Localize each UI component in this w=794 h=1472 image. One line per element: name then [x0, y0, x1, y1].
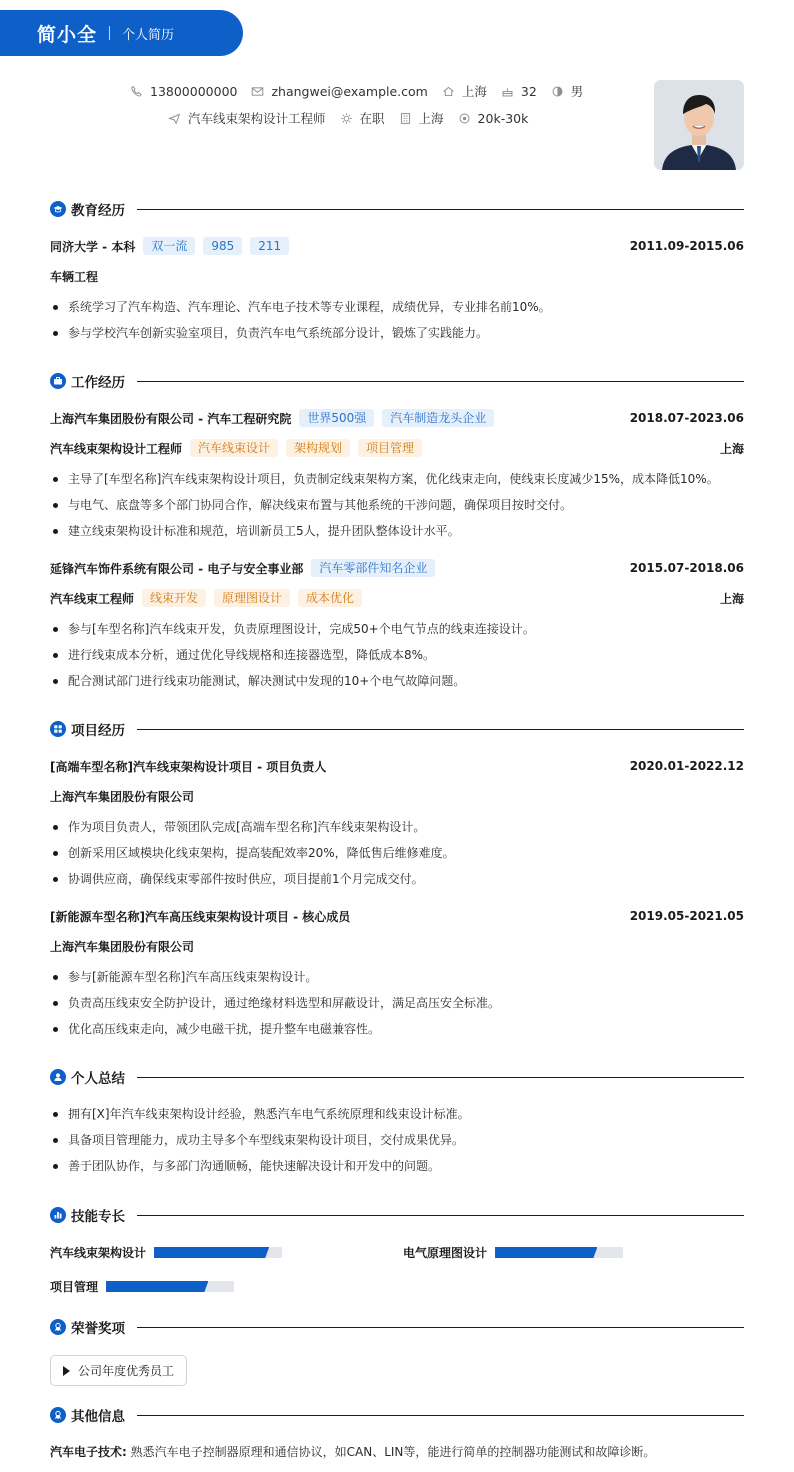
- role-tag: 架构规划: [286, 439, 350, 457]
- list-item: 配合测试部门进行线束功能测试，解决测试中发现的10+个电气故障问题。: [50, 672, 750, 698]
- skill-fill: [495, 1247, 597, 1258]
- list-item: 主导了[车型名称]汽车线束架构设计项目，负责制定线束架构方案，优化线束走向，使线束长度减少15%，成本降低10%。: [50, 470, 750, 496]
- project-date: 2019.05-2021.05: [629, 909, 744, 923]
- company-name: 延锋汽车饰件系统有限公司 - 电子与安全事业部: [50, 561, 304, 576]
- grid-icon: [50, 721, 66, 737]
- project-bullets: [50, 968, 750, 1046]
- position-item: [168, 109, 326, 127]
- role-tag: 线束开发: [142, 589, 206, 607]
- section-title-education: 教育经历: [71, 203, 125, 219]
- project-name: [高端车型名称]汽车线束架构设计项目 - 项目负责人: [50, 759, 327, 774]
- phone-item: [130, 84, 237, 99]
- section-divider: [137, 729, 744, 730]
- education-major: 车辆工程: [50, 270, 99, 284]
- position-text: 汽车线束架构设计工程师: [188, 111, 326, 126]
- section-title-skills: 技能专长: [71, 1209, 125, 1225]
- role-tag: 原理图设计: [214, 589, 290, 607]
- contact-row-2: [168, 109, 542, 127]
- send-icon: [168, 112, 181, 125]
- honor-label: 公司年度优秀员工: [78, 1364, 175, 1378]
- other-info: [50, 1443, 655, 1460]
- company-tag: 汽车零部件知名企业: [311, 559, 435, 577]
- list-item: 建立线束架构设计标准和规范，培训新员工5人，提升团队整体设计水平。: [50, 522, 750, 548]
- expected-city-item: [399, 109, 444, 127]
- list-item: 参与学校汽车创新实验室项目，负责汽车电气系统部分设计，锻炼了实践能力。: [50, 324, 750, 350]
- section-title-honors: 荣誉奖项: [71, 1321, 125, 1337]
- brand-name: 简小全: [37, 23, 98, 46]
- section-skills: [50, 1205, 744, 1225]
- skill-name: 电气原理图设计: [403, 1246, 488, 1260]
- section-title-projects: 项目经历: [71, 723, 125, 739]
- role-tag: 项目管理: [358, 439, 422, 457]
- brand-banner: [0, 10, 243, 56]
- school-tag: 985: [203, 237, 242, 255]
- education-date: 2011.09-2015.06: [629, 239, 744, 253]
- expected-city-text: 上海: [418, 111, 444, 126]
- age-text: 32: [520, 83, 537, 99]
- list-item: 作为项目负责人，带领团队完成[高端车型名称]汽车线束架构设计。: [50, 818, 750, 844]
- list-item: 进行线束成本分析，通过优化导线规格和连接器选型，降低成本8%。: [50, 646, 750, 672]
- section-divider: [137, 1077, 744, 1078]
- briefcase-icon: [50, 373, 66, 389]
- school-tag: 211: [250, 237, 289, 255]
- project-header: [50, 756, 744, 776]
- job-date: 2015.07-2018.06: [629, 561, 744, 575]
- list-item: 参与[车型名称]汽车线束开发，负责原理图设计，完成50+个电气节点的线束连接设计。: [50, 620, 750, 646]
- list-item: 优化高压线束走向，减少电磁干扰，提升整车电磁兼容性。: [50, 1020, 750, 1046]
- project-header: [50, 906, 744, 926]
- project-org: 上海汽车集团股份有限公司: [50, 940, 195, 954]
- section-other: [50, 1405, 744, 1425]
- school-name: 同济大学 - 本科: [50, 239, 136, 254]
- job-role-row: [50, 438, 744, 458]
- job-date: 2018.07-2023.06: [629, 411, 744, 425]
- age-item: [501, 84, 537, 99]
- section-education: [50, 199, 744, 219]
- skill-fill: [106, 1281, 208, 1292]
- graduation-cap-icon: [50, 201, 66, 217]
- list-item: 创新采用区域模块化线束架构，提高装配效率20%，降低售后维修难度。: [50, 844, 750, 870]
- list-item: 拥有[X]年汽车线束架构设计经验，熟悉汽车电气系统原理和线束设计标准。: [50, 1105, 750, 1131]
- user-icon: [50, 1069, 66, 1085]
- section-summary: [50, 1067, 744, 1087]
- skill-fill: [154, 1247, 269, 1258]
- skill-bar: [106, 1281, 234, 1292]
- job-bullets: [50, 620, 750, 698]
- job-role-row: [50, 588, 744, 608]
- project-bullets: [50, 818, 750, 896]
- phone-text: 13800000000: [150, 83, 238, 99]
- section-work: [50, 371, 744, 391]
- award-icon: [50, 1407, 66, 1423]
- section-divider: [137, 1327, 744, 1328]
- project-name: [新能源车型名称]汽车高压线束架构设计项目 - 核心成员: [50, 909, 351, 924]
- brand-divider: [109, 26, 110, 40]
- mail-icon: [251, 85, 264, 98]
- coin-icon: [458, 112, 471, 125]
- brand-subtitle: 个人简历: [122, 27, 175, 43]
- job-location: 上海: [719, 591, 744, 606]
- contact-row-1: [130, 82, 597, 100]
- job-role: 汽车线束架构设计工程师: [50, 441, 183, 456]
- status-text: 在职: [359, 111, 385, 126]
- section-title-summary: 个人总结: [71, 1071, 125, 1087]
- school-tag: 双一流: [143, 237, 195, 255]
- education-bullets: [50, 298, 750, 350]
- section-title-other: 其他信息: [71, 1409, 125, 1425]
- building-icon: [399, 112, 412, 125]
- gender-icon: [551, 85, 564, 98]
- project-org: 上海汽车集团股份有限公司: [50, 790, 195, 804]
- list-item: 系统学习了汽车构造、汽车理论、汽车电子技术等专业课程，成绩优异，专业排名前10%。: [50, 298, 750, 324]
- summary-bullets: [50, 1105, 750, 1183]
- section-projects: [50, 719, 744, 739]
- honor-item: [50, 1355, 187, 1386]
- gender-item: [551, 82, 584, 100]
- list-item: 协调供应商，确保线束零部件按时供应，项目提前1个月完成交付。: [50, 870, 750, 896]
- play-icon: [63, 1366, 70, 1376]
- salary-text: 20k-30k: [477, 110, 529, 126]
- cake-icon: [501, 85, 514, 98]
- section-title-work: 工作经历: [71, 375, 125, 391]
- list-item: 具备项目管理能力，成功主导多个车型线束架构设计项目，交付成果优异。: [50, 1131, 750, 1157]
- list-item: 与电气、底盘等多个部门协同合作，解决线束布置与其他系统的干涉问题，确保项目按时交付。: [50, 496, 750, 522]
- avatar: [654, 80, 744, 170]
- list-item: 善于团队协作，与多部门沟通顺畅，能快速解决设计和开发中的问题。: [50, 1157, 750, 1183]
- company-tag: 汽车制造龙头企业: [382, 409, 494, 427]
- gear-icon: [340, 112, 353, 125]
- award-icon: [50, 1319, 66, 1335]
- skill-name: 项目管理: [50, 1280, 99, 1294]
- role-tag: 汽车线束设计: [190, 439, 278, 457]
- city-text: 上海: [461, 84, 487, 99]
- email-item: [251, 84, 427, 99]
- skill-bar: [154, 1247, 282, 1258]
- skill-name: 汽车线束架构设计: [50, 1246, 147, 1260]
- gender-text: 男: [570, 84, 584, 99]
- list-item: 负责高压线束安全防护设计，通过绝缘材料选型和屏蔽设计，满足高压安全标准。: [50, 994, 750, 1020]
- education-header: [50, 236, 744, 256]
- city-item: [442, 82, 487, 100]
- job-location: 上海: [719, 441, 744, 456]
- project-date: 2020.01-2022.12: [629, 759, 744, 773]
- skill-item: [50, 1278, 234, 1295]
- other-text: 熟悉汽车电子控制器原理和通信协议，如CAN、LIN等，能进行简单的控制器功能测试和故障诊断。: [130, 1445, 656, 1459]
- home-icon: [442, 85, 455, 98]
- status-item: [340, 109, 385, 127]
- phone-icon: [130, 85, 143, 98]
- skill-item: [403, 1244, 623, 1261]
- section-divider: [137, 381, 744, 382]
- salary-item: [458, 111, 529, 126]
- company-tag: 世界500强: [299, 409, 374, 427]
- section-divider: [137, 209, 744, 210]
- skill-item: [50, 1244, 282, 1261]
- company-name: 上海汽车集团股份有限公司 - 汽车工程研究院: [50, 411, 292, 426]
- skill-bar: [495, 1247, 623, 1258]
- job-role: 汽车线束工程师: [50, 591, 135, 606]
- list-item: 参与[新能源车型名称]汽车高压线束架构设计。: [50, 968, 750, 994]
- bar-chart-icon: [50, 1207, 66, 1223]
- other-label: 汽车电子技术:: [50, 1445, 127, 1459]
- section-honors: [50, 1317, 744, 1337]
- job-bullets: [50, 470, 750, 548]
- role-tag: 成本优化: [298, 589, 362, 607]
- section-divider: [137, 1415, 744, 1416]
- section-divider: [137, 1215, 744, 1216]
- job-header: [50, 558, 744, 578]
- job-header: [50, 408, 744, 428]
- email-text: zhangwei@example.com: [271, 83, 428, 99]
